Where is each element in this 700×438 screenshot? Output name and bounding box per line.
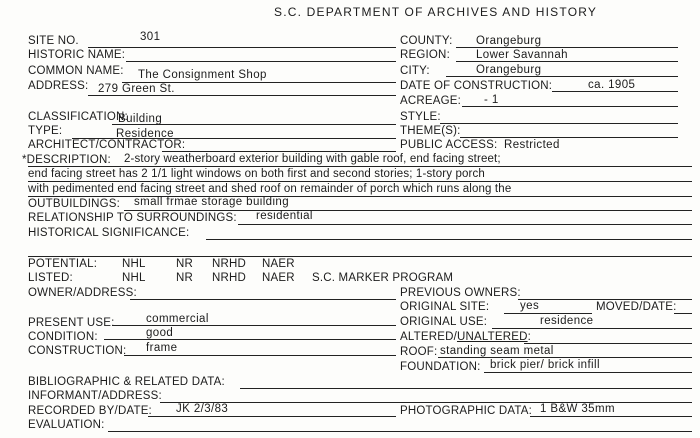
- construction-label: CONSTRUCTION:: [28, 345, 127, 357]
- acreage-line: [462, 106, 678, 107]
- themes-line: [460, 137, 678, 138]
- type-value: Residence: [116, 128, 174, 140]
- relationship-value: residential: [256, 210, 313, 222]
- classification-label: CLASSIFICATION:: [28, 111, 128, 123]
- evaluation-label: EVALUATION:: [28, 419, 105, 431]
- acreage-value: - 1: [484, 94, 499, 106]
- county-value: Orangeburg: [476, 35, 542, 47]
- bibliographic-label: BIBLIOGRAPHIC & RELATED DATA:: [28, 376, 225, 388]
- previous-owners-label: PREVIOUS OWNERS:: [400, 287, 521, 299]
- date-of-construction-label: DATE OF CONSTRUCTION:: [400, 80, 553, 92]
- classification-value: Building: [118, 113, 163, 125]
- listed-nhl: NHL: [122, 272, 146, 284]
- original-site-label: ORIGINAL SITE:: [400, 301, 490, 313]
- site-no-value: 301: [140, 31, 161, 43]
- present-use-line: [112, 325, 396, 326]
- public-access-label: PUBLIC ACCESS:: [400, 139, 498, 151]
- roof-line: [438, 357, 692, 358]
- description-rule-1: [28, 166, 692, 167]
- address-value: 279 Green St.: [98, 83, 175, 95]
- site-no-line: [88, 47, 396, 48]
- potential-nrhd: NRHD: [212, 258, 247, 270]
- bibliographic-line: [240, 388, 692, 389]
- classification-line: [112, 124, 396, 125]
- historical-significance-line: [206, 239, 692, 240]
- foundation-line: [484, 372, 692, 373]
- architect-label: ARCHITECT/CONTRACTOR:: [28, 139, 186, 151]
- description-label: *DESCRIPTION:: [22, 154, 111, 166]
- style-label: STYLE:: [400, 111, 441, 123]
- relationship-line: [238, 224, 692, 225]
- present-use-label: PRESENT USE:: [28, 317, 115, 329]
- roof-value: standing seam metal: [440, 345, 554, 357]
- city-label: CITY:: [400, 65, 430, 77]
- listed-nrhd: NRHD: [212, 272, 247, 284]
- foundation-label: FOUNDATION:: [400, 361, 481, 373]
- listed-nr: NR: [176, 272, 194, 284]
- condition-line: [104, 339, 396, 340]
- evaluation-line: [108, 431, 692, 432]
- photographic-data-value: 1 B&W 35mm: [540, 403, 615, 415]
- original-site-value: yes: [520, 300, 540, 312]
- previous-owners-line: [518, 299, 692, 300]
- altered-line: [524, 343, 692, 344]
- historic-name-line: [126, 61, 396, 62]
- potential-nr: NR: [176, 258, 194, 270]
- potential-label: POTENTIAL:: [28, 258, 98, 270]
- type-label: TYPE:: [28, 125, 63, 137]
- style-line: [440, 123, 678, 124]
- relationship-label: RELATIONSHIP TO SURROUNDINGS:: [28, 212, 237, 224]
- city-line: [446, 76, 678, 77]
- original-site-line: [504, 313, 592, 314]
- recorded-by-line: [148, 416, 396, 417]
- address-line: [88, 95, 396, 96]
- condition-value: good: [146, 327, 174, 339]
- photographic-data-line: [530, 416, 692, 417]
- outbuildings-value: small frmae storage building: [134, 196, 290, 208]
- description-line-3: with pedimented end facing street and shed roof on remainder of porch which runs along the: [28, 183, 512, 195]
- site-no-label: SITE NO.: [28, 35, 79, 47]
- altered-text: ALTERED/: [400, 331, 457, 343]
- listed-label: LISTED:: [28, 272, 73, 284]
- common-name-value: The Consignment Shop: [138, 69, 267, 81]
- historical-significance-label: HISTORICAL SIGNIFICANCE:: [28, 227, 190, 239]
- informant-label: INFORMANT/ADDRESS:: [28, 390, 162, 402]
- present-use-value: commercial: [146, 313, 209, 325]
- common-name-label: COMMON NAME:: [28, 65, 124, 77]
- date-of-construction-line: [552, 91, 678, 92]
- photographic-data-label: PHOTOGRAPHIC DATA:: [400, 405, 533, 417]
- moved-date-line: [674, 313, 692, 314]
- potential-naer: NAER: [262, 258, 295, 270]
- foundation-value: brick pier/ brick infill: [490, 359, 600, 371]
- altered-colon: :: [527, 331, 531, 343]
- listed-naer: NAER: [262, 272, 295, 284]
- recorded-by-value: JK 2/3/83: [176, 403, 229, 415]
- region-value: Lower Savannah: [476, 49, 568, 61]
- historic-name-label: HISTORIC NAME:: [28, 49, 126, 61]
- description-line-2: end facing street has 2 1/1 light windows on both first and second stories; 1-story porch: [28, 168, 485, 180]
- unaltered-text: UNALTERED: [456, 331, 528, 343]
- acreage-label: ACREAGE:: [400, 95, 462, 107]
- description-rule-2: [28, 181, 692, 182]
- date-of-construction-value: ca. 1905: [588, 79, 636, 91]
- potential-nhl: NHL: [122, 258, 146, 270]
- region-label: REGION:: [400, 49, 450, 61]
- outbuildings-label: OUTBUILDINGS:: [28, 198, 121, 210]
- construction-line: [124, 355, 396, 356]
- description-rule-3: [28, 196, 692, 197]
- address-label: ADDRESS:: [28, 80, 89, 92]
- section-divider: [28, 256, 692, 257]
- owner-address-label: OWNER/ADDRESS:: [28, 287, 137, 299]
- city-value: Orangeburg: [476, 64, 542, 76]
- moved-date-label: MOVED/DATE:: [596, 301, 677, 313]
- county-label: COUNTY:: [400, 35, 453, 47]
- original-use-value: residence: [540, 315, 594, 327]
- themes-label: THEME(S):: [400, 125, 461, 137]
- architect-line: [162, 151, 396, 152]
- county-line: [456, 47, 678, 48]
- description-line-1: 2-story weatherboard exterior building with gable roof, end facing street;: [124, 153, 501, 165]
- outbuildings-line: [124, 210, 692, 211]
- original-use-line: [492, 328, 692, 329]
- public-access-value: Restricted: [504, 139, 560, 151]
- altered-label: [400, 332, 531, 344]
- roof-label: ROOF:: [400, 346, 438, 358]
- region-line: [456, 61, 678, 62]
- construction-value: frame: [146, 342, 178, 354]
- recorded-by-label: RECORDED BY/DATE:: [28, 405, 152, 417]
- original-use-label: ORIGINAL USE:: [400, 316, 488, 328]
- owner-address-line: [130, 299, 396, 300]
- form-title: S.C. DEPARTMENT OF ARCHIVES AND HISTORY: [274, 5, 598, 19]
- listed-sc-marker: S.C. MARKER PROGRAM: [312, 272, 454, 284]
- condition-label: CONDITION:: [28, 331, 98, 343]
